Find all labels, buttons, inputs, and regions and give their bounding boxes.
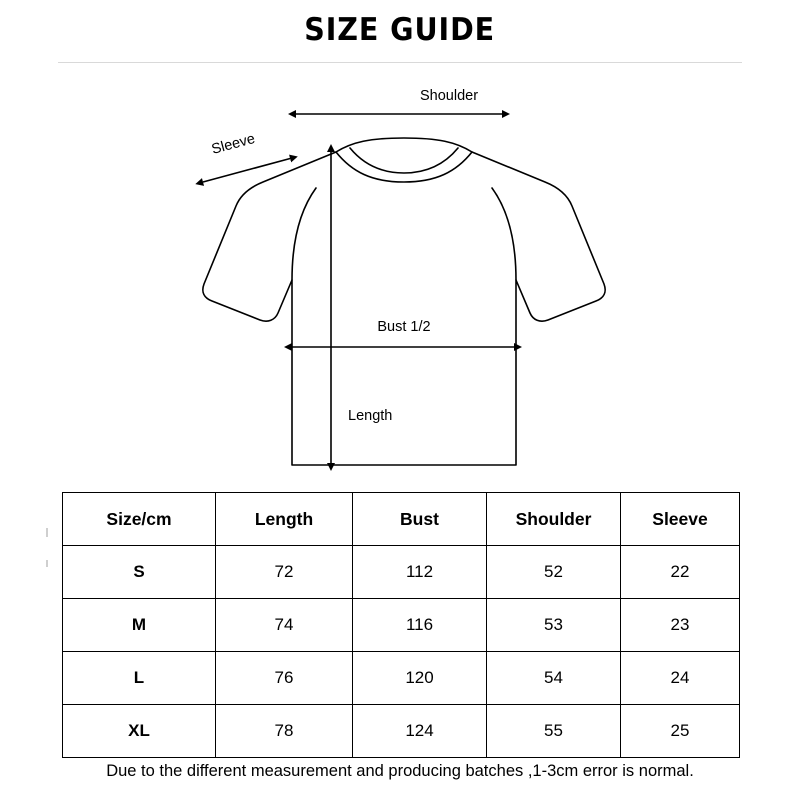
margin-speck [46, 560, 48, 567]
cell-size: XL [63, 705, 216, 758]
size-table [62, 492, 740, 758]
cell-sleeve: 23 [621, 599, 740, 652]
page-title-container [0, 12, 800, 48]
cell-length: 72 [216, 546, 353, 599]
size-table-container [62, 492, 739, 758]
cell-size: L [63, 652, 216, 705]
cell-shoulder: 53 [487, 599, 621, 652]
cell-size: S [63, 546, 216, 599]
cell-size: M [63, 599, 216, 652]
cell-sleeve: 22 [621, 546, 740, 599]
column-header-length: Length [216, 493, 353, 546]
cell-bust: 124 [353, 705, 487, 758]
cell-length: 78 [216, 705, 353, 758]
cell-length: 76 [216, 652, 353, 705]
table-header-row [63, 493, 740, 546]
page-title: SIZE GUIDE [304, 12, 496, 48]
cell-sleeve: 25 [621, 705, 740, 758]
length-label: Length [348, 408, 393, 424]
cell-sleeve: 24 [621, 652, 740, 705]
title-divider [58, 62, 742, 63]
shoulder-label: Shoulder [420, 88, 479, 104]
table-row [63, 652, 740, 705]
cell-shoulder: 52 [487, 546, 621, 599]
column-header-bust: Bust [353, 493, 487, 546]
cell-bust: 120 [353, 652, 487, 705]
cell-shoulder: 55 [487, 705, 621, 758]
tshirt-measurement-diagram [0, 70, 800, 485]
column-header-size: Size/cm [63, 493, 216, 546]
cell-bust: 112 [353, 546, 487, 599]
table-row [63, 599, 740, 652]
cell-length: 74 [216, 599, 353, 652]
measurement-disclaimer: Due to the different measurement and producing batches ,1-3cm error is normal. [106, 762, 694, 780]
bust-label: Bust 1/2 [377, 319, 431, 335]
margin-speck [46, 528, 48, 537]
table-row [63, 705, 740, 758]
column-header-shoulder: Shoulder [487, 493, 621, 546]
table-row [63, 546, 740, 599]
column-header-sleeve: Sleeve [621, 493, 740, 546]
cell-shoulder: 54 [487, 652, 621, 705]
sleeve-label: Sleeve [209, 130, 257, 158]
cell-bust: 116 [353, 599, 487, 652]
